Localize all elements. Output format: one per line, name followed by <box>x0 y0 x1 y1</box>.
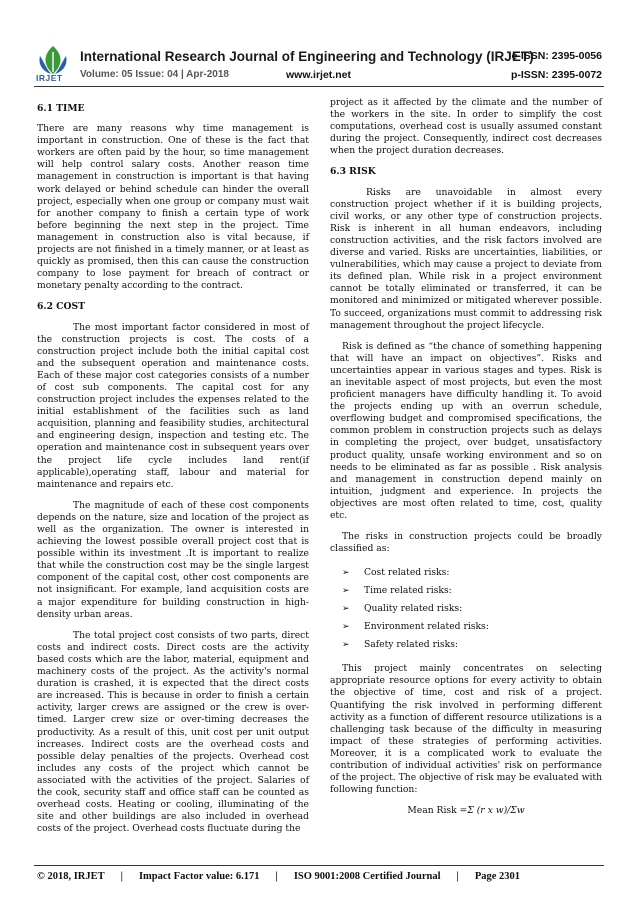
impact-factor: Impact Factor value: 6.171 <box>138 871 260 882</box>
paragraph-time: There are many reasons why time management is important in construction. One of these is the fact that workers are often paid by the hour, so time management will help control salary costs. Another reason time management in construction is important is that having work delayed or behind schedule can hinder the overall project, especially when one group or company must wait for another company to finish a certain type of work before beginning the next step in the project. Time management in construction also is vital because, if projects are not finished in a timely manner, or at least as quickly as promised, then this can cause the construction company to lose payment for breach of contract or monetary penalty according to the contract. <box>37 123 309 292</box>
footer-divider <box>34 865 604 866</box>
list-item <box>342 618 602 636</box>
arrow-bullet-icon: ➢ <box>342 622 350 633</box>
volume-issue: Volume: 05 Issue: 04 | Apr-2018 <box>80 69 229 80</box>
e-issn: e-ISSN: 2395-0056 <box>511 50 602 62</box>
formula-expression: Σ (r x w)/Σw <box>467 805 525 817</box>
header-divider <box>34 86 604 87</box>
list-item <box>342 636 602 654</box>
paragraph-risk-2: Risk is defined as “the chance of something happening that will have an impact on objectives”. Risks and uncertainties appear in various stages and types. Risk is an inevitable aspect of most projects, but even the most proficient managers have difficulty handling it. To avoid the projects ending up with an overrun schedule, overflowing budget and compromised specifications, the common problem in construction projects such as delays in completing the project, over budget, unsatisfactory product quality, unsafe working environment and so on needs to be eliminated as far as possible . Risk analysis and management in construction depend mainly on intuition, judgment and experience. In projects the objectives are most often related to time, cost, quality etc. <box>330 340 602 521</box>
list-item <box>342 582 602 600</box>
arrow-bullet-icon: ➢ <box>342 586 350 597</box>
paragraph-risk-1: Risks are unavoidable in almost every construction project whether if it is building projects, civil works, or any other type of construction projects. Risk is inherent in all human endeavors, including construction activities, and the risk factors involved are diverse and varied. Risks are uncertainties, liabilities, or vulnerabilities, which may cause a project to deviate from its defined plan. While risk in a project environment cannot be totally eliminated or transferred, it can be monitored and minimized or mitigated wherever possible. To succeed, organizations must commit to addressing risk management throughout the project lifecycle. <box>330 186 602 331</box>
list-item-label: Time related risks: <box>364 585 452 597</box>
mean-risk-formula <box>330 805 602 817</box>
copyright: © 2018, IRJET <box>37 871 105 882</box>
footer-separator: | <box>120 871 123 882</box>
arrow-bullet-icon: ➢ <box>342 640 350 651</box>
section-heading-cost: 6.2 COST <box>37 301 85 313</box>
iso-certification: ISO 9001:2008 Certified Journal <box>293 871 441 882</box>
paragraph-risk-3: The risks in construction projects could be broadly classified as: <box>330 531 602 555</box>
paragraph-cost-2: The magnitude of each of these cost components depends on the nature, size and location of the project as well as the organization. The owner is interested in achieving the lowest possible overall project cost that is possible within its investment .It is important to realize that while the construction cost may be the single largest component of the capital cost, other cost components are not insignificant. For example, land acquisition costs are a major expenditure for building construction in high-density urban areas. <box>37 499 309 620</box>
arrow-bullet-icon: ➢ <box>342 568 350 579</box>
p-issn: p-ISSN: 2395-0072 <box>510 69 602 81</box>
journal-website-link[interactable]: www.irjet.net <box>286 69 351 81</box>
list-item-label: Cost related risks: <box>364 567 450 579</box>
page-number: Page 2301 <box>474 871 521 882</box>
arrow-bullet-icon: ➢ <box>342 604 350 615</box>
list-item-label: Environment related risks: <box>364 621 489 633</box>
paragraph-cost-continued: project as it affected by the climate and the number of the workers in the site. In order to simplify the cost computations, overhead cost is usually assumed constant during the project. Consequently, indirect cost decreases when the project duration decreases. <box>330 97 602 157</box>
section-heading-time: 6.1 TIME <box>37 103 85 114</box>
logo-text: IRJET <box>36 73 63 83</box>
footer-separator: | <box>456 871 459 882</box>
formula-label: Mean Risk = <box>407 805 468 817</box>
left-column <box>37 97 309 844</box>
page-header <box>0 0 638 88</box>
paragraph-risk-4: This project mainly concentrates on selecting appropriate resource options for every activity to obtain the objective of time, cost and risk of a project. Quantifying the risk involved in performing different activity as a function of different resource utilizations is a challenging task because of the difficulty in measuring impact of these strategies of performing activities. Moreover, it is a complicated work to evaluate the contribution of individual activities' risk on performance of the project. The objective of risk may be evaluated with following function: <box>330 663 602 796</box>
list-item <box>342 564 602 582</box>
page-footer <box>37 871 607 882</box>
section-heading-risk: 6.3 RISK <box>330 166 376 178</box>
list-item <box>342 600 602 618</box>
list-item-label: Quality related risks: <box>364 603 463 615</box>
risk-classification-list <box>330 564 602 654</box>
right-column <box>330 97 602 817</box>
list-item-label: Safety related risks: <box>364 639 459 651</box>
journal-title: International Research Journal of Engineering and Technology (IRJET) <box>80 49 534 64</box>
paragraph-cost-3: The total project cost consists of two parts, direct costs and indirect costs. Direct costs are the activity based costs which are the labor, material, equipment and machinery costs of the project. As the activity's normal duration is crashed, it is expected that the direct costs are increased. This is because in order to finish a certain activity, larger crews are assigned or the crew is over-timed. Larger crew size or over-timing decreases the productivity. As a result of this, unit cost per unit output increases. Indirect costs are the overhead costs and possible delay penalties of the projects. Overhead cost includes any costs of the project which cannot be associated with the activities of the project. Salaries of the cook, security staff and office staff can be counted as overhead costs. Heating or cooling, illuminating of the site and other buildings are also included in overhead costs of the project. Overhead costs fluctuate during the <box>37 629 309 835</box>
paragraph-cost-1: The most important factor considered in most of the construction projects is cost. The costs of a construction project include both the initial capital cost and the subsequent operation and maintenance costs. Each of these major cost categories consists of a number of cost sub components. The capital cost for any construction project includes the expenses related to the initial establishment of the facilities such as land acquisition, planning and feasibility studies, architectural and engineering design, inspection and testing etc. The operation and maintenance cost in subsequent years over the project life cycle includes land rent(if applicable),operating staff, labour and material for maintenance and repairs etc. <box>37 321 309 490</box>
footer-separator: | <box>275 871 278 882</box>
